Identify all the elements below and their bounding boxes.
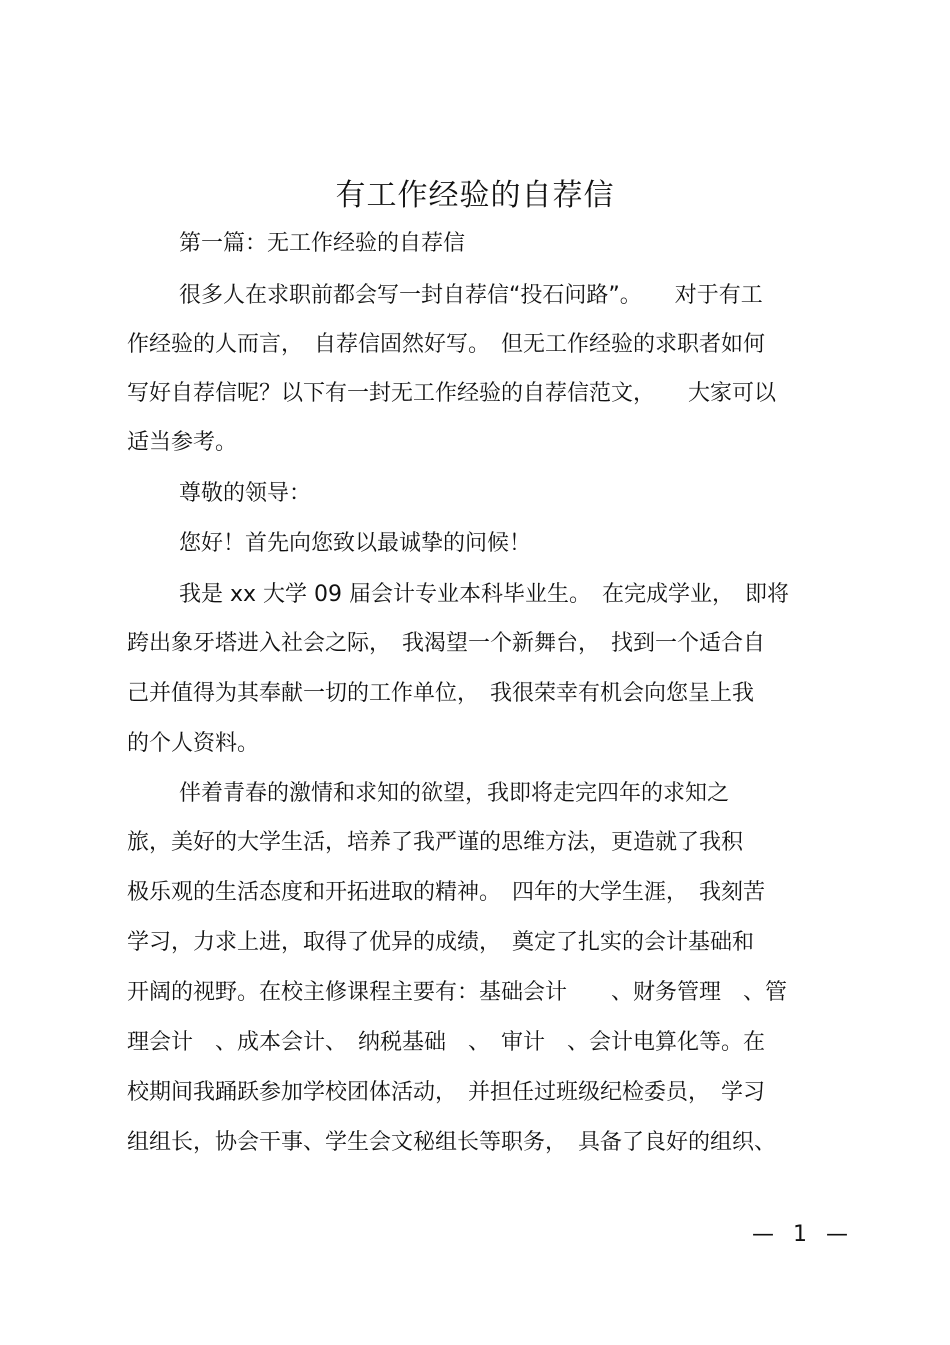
section-heading: 第一篇：无工作经验的自荐信 bbox=[179, 231, 466, 256]
paragraph-line: 适当参考。 bbox=[127, 430, 238, 455]
paragraph-line: 我是 xx 大学 09 届会计专业本科毕业生。 在完成学业， 即将 bbox=[179, 582, 790, 607]
page-number: — 1 — bbox=[752, 1222, 854, 1247]
paragraph-line: 作经验的人而言， 自荐信固然好写。 但无工作经验的求职者如何 bbox=[127, 332, 766, 357]
paragraph-line: 旅，美好的大学生活，培养了我严谨的思维方法，更造就了我积 bbox=[127, 830, 744, 855]
paragraph-line: 伴着青春的激情和求知的欲望，我即将走完四年的求知之 bbox=[179, 781, 730, 806]
greeting: 您好！首先向您致以最诚挚的问候！ bbox=[179, 531, 532, 556]
salutation: 尊敬的领导： bbox=[179, 481, 312, 506]
paragraph-line: 理会计 、成本会计、 纳税基础 、 审计 、会计电算化等。在 bbox=[127, 1030, 766, 1055]
paragraph-line: 跨出象牙塔进入社会之际， 我渴望一个新舞台， 找到一个适合自 bbox=[127, 631, 766, 656]
document-title: 有工作经验的自荐信 bbox=[335, 178, 615, 213]
paragraph-line: 校期间我踊跃参加学校团体活动， 并担任过班级纪检委员， 学习 bbox=[127, 1080, 766, 1105]
paragraph-line: 学习，力求上进，取得了优异的成绩， 奠定了扎实的会计基础和 bbox=[127, 930, 755, 955]
paragraph-line: 很多人在求职前都会写一封自荐信“投石问路”。 对于有工 bbox=[179, 283, 763, 308]
paragraph-line: 组组长，协会干事、学生会文秘组长等职务， 具备了良好的组织、 bbox=[127, 1130, 777, 1155]
paragraph-line: 己并值得为其奉献一切的工作单位， 我很荣幸有机会向您呈上我 bbox=[127, 681, 755, 706]
paragraph-line: 极乐观的生活态度和开拓进取的精神。 四年的大学生涯， 我刻苦 bbox=[127, 880, 766, 905]
paragraph-line: 的个人资料。 bbox=[127, 731, 260, 756]
paragraph-line: 开阔的视野。在校主修课程主要有：基础会计 、财务管理 、管 bbox=[127, 980, 788, 1005]
paragraph-line: 写好自荐信呢？以下有一封无工作经验的自荐信范文， 大家可以 bbox=[127, 381, 777, 406]
